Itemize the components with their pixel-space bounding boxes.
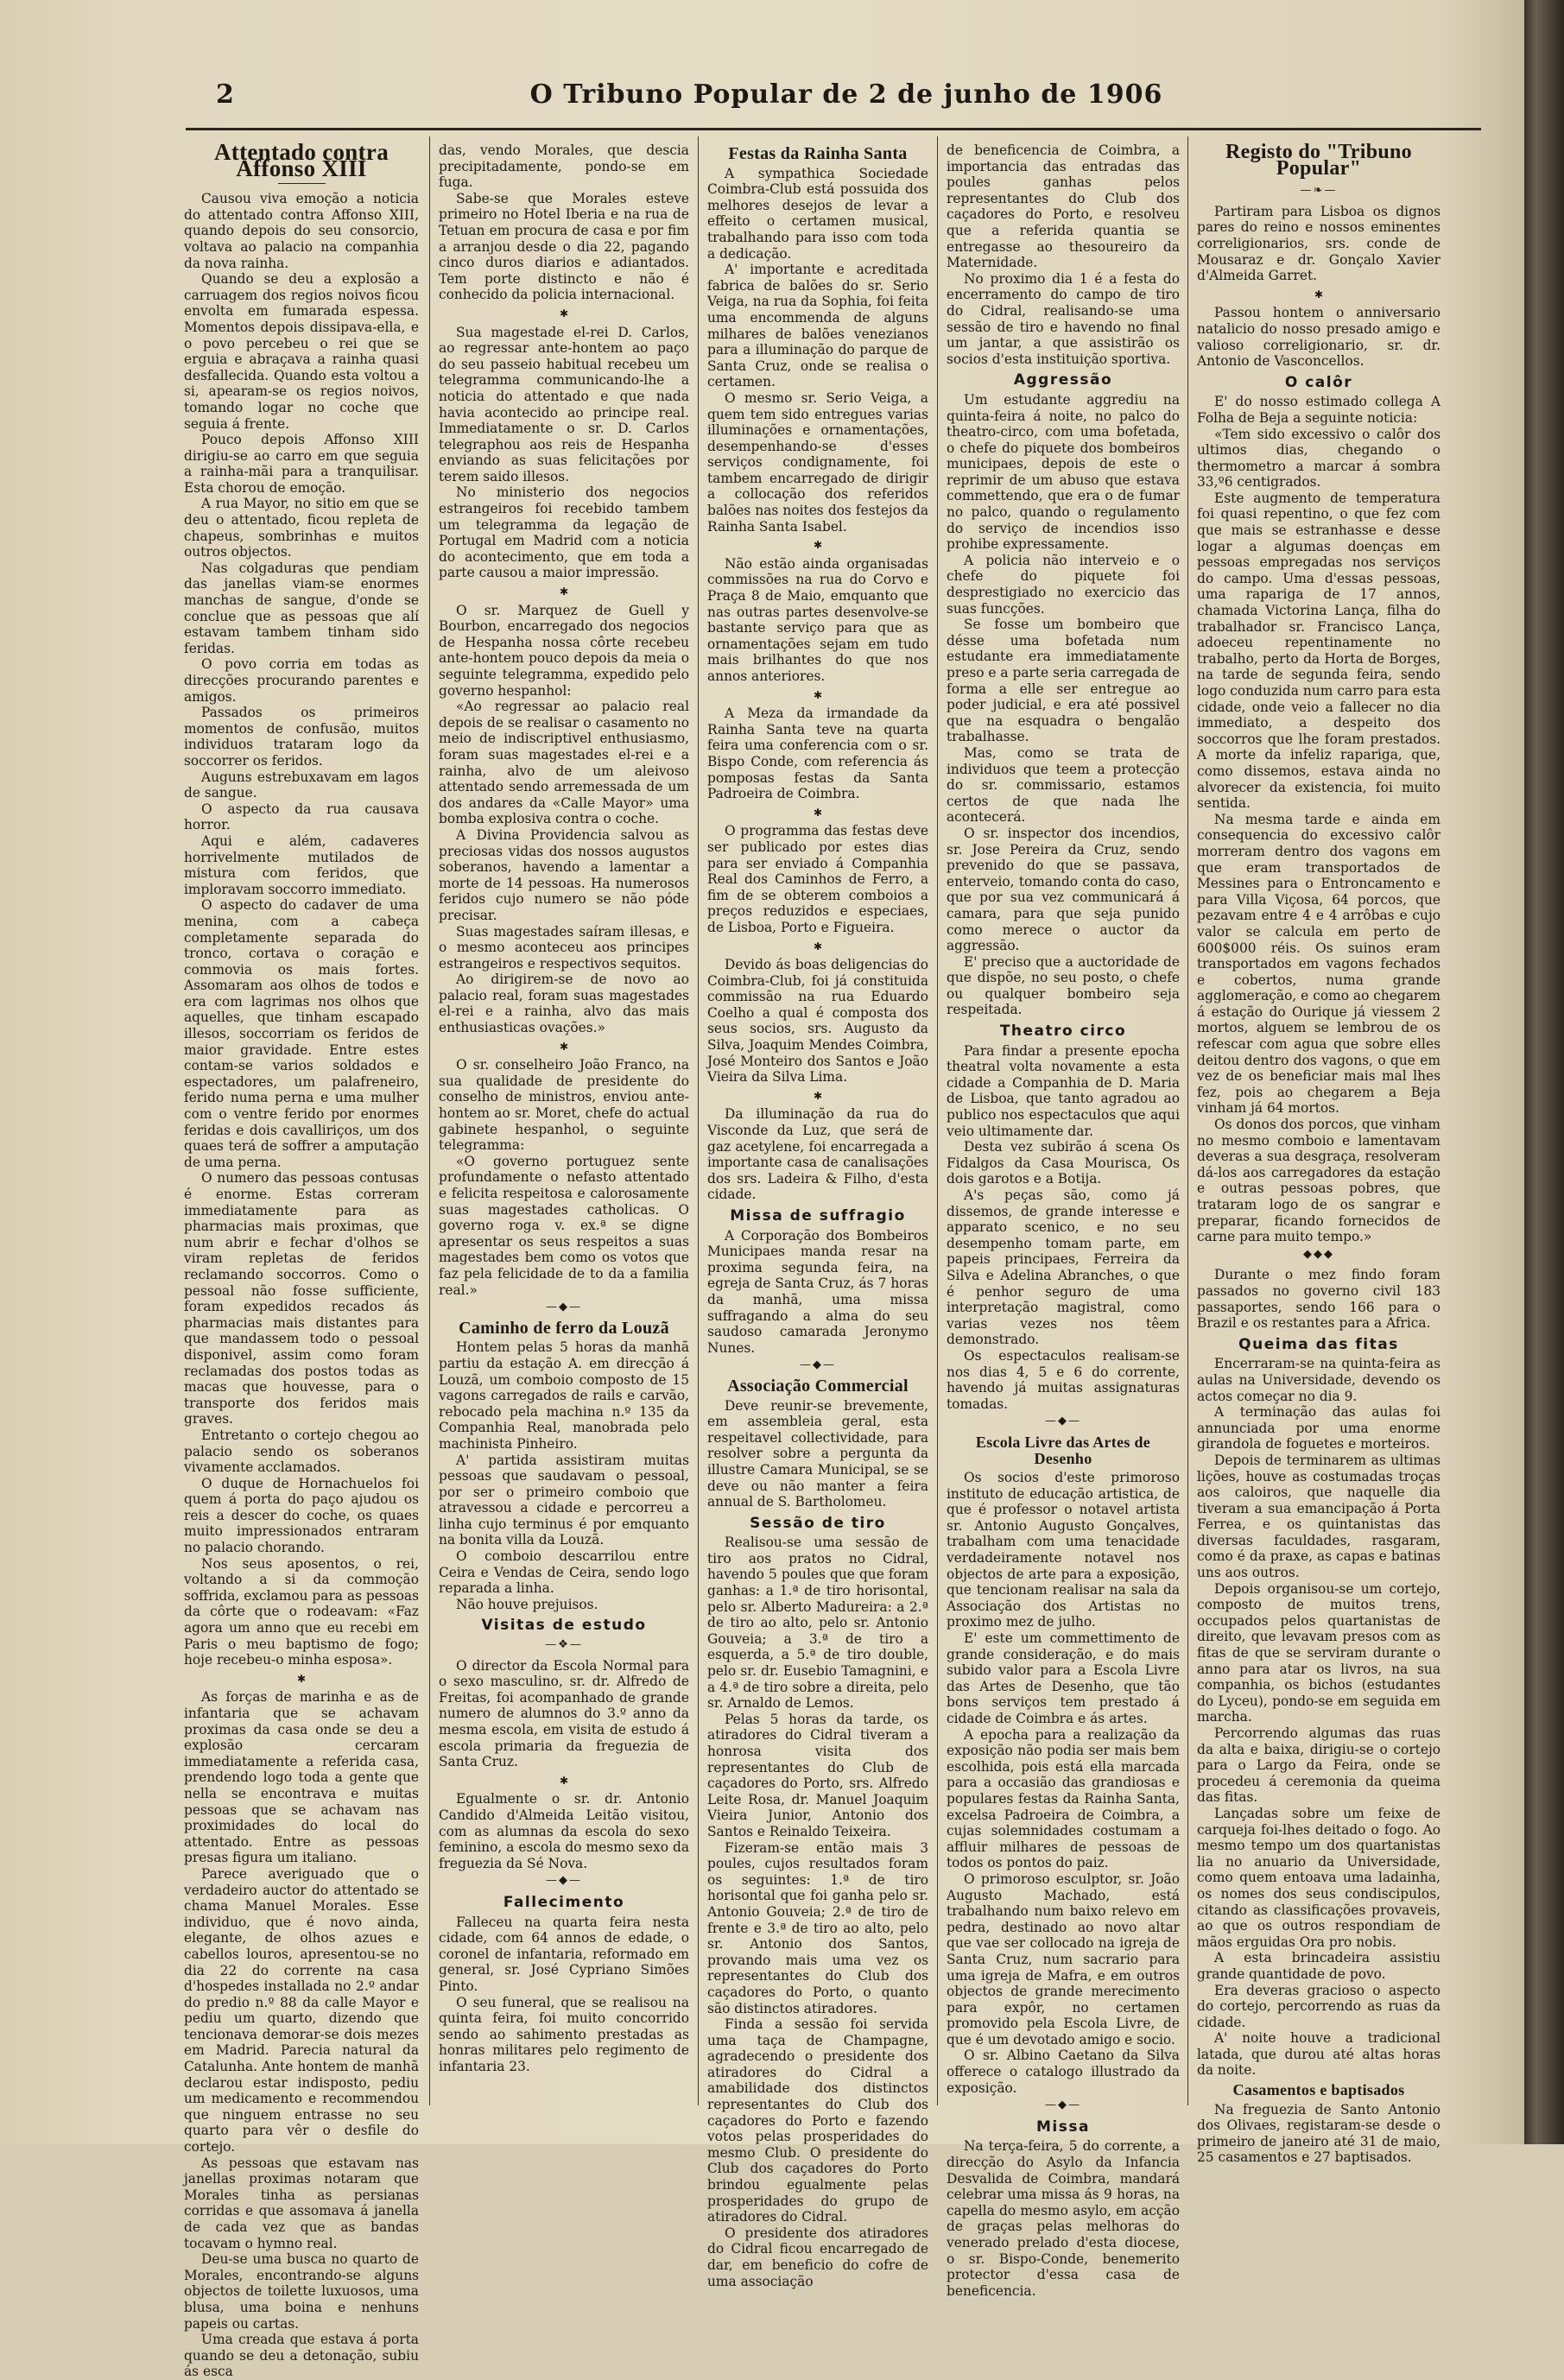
paragraph: Suas magestades saíram illesas, e o mesmo aconteceu aos principes estrangeiros e respectivos sequitos. bbox=[439, 923, 689, 972]
paragraph: A esta brincadeira assistiu grande quantidade de povo. bbox=[1197, 1950, 1441, 1982]
paragraph: A Divina Providencia salvou as preciosas vidas dos nossos augustos soberanos, havendo a lamentar a morte de 14 pessoas. Ha numerosos feridos cujo numero se não póde precisar. bbox=[439, 826, 689, 923]
paragraph: E' preciso que a auctoridade de que dispõe, no seu posto, o chefe ou qualquer bombeiro seja respeitada. bbox=[947, 953, 1180, 1018]
paragraph: Durante o mez findo foram passados no governo civil 183 passaportes, sendo 166 para o Brazil e os restantes para a Africa. bbox=[1197, 1267, 1441, 1332]
paragraph: Passados os primeiros momentos de confusão, muitos individuos trataram logo da soccorrer os feridos. bbox=[184, 705, 419, 769]
paragraph: A' partida assistiram muitas pessoas que saudavam o pessoal, por ser o primeiro comboio que atravessou a cidade e percorreu a linha cujo terminus é por emquanto na bonita villa da Louzã. bbox=[439, 1452, 689, 1548]
separator-star: ✱ bbox=[296, 1672, 307, 1685]
paragraph: Nas colgaduras que pendiam das janellas viam-se enormes manchas de sangue, d'onde se conclue que as pessoas que alí estavam tambem tinham sido feridas. bbox=[184, 560, 419, 656]
header-rule bbox=[186, 128, 1481, 130]
ornament-rule: —◆— bbox=[546, 1301, 582, 1314]
paragraph: O sr. Albino Caetano da Silva offerece o catalogo illustrado da exposição. bbox=[947, 2048, 1180, 2096]
paragraph: Da illuminação da rua do Visconde da Luz, que será de gaz acetylene, foi encarregada a importante casa de canalisações dos srs. Ladeira & Filho, d'esta cidade. bbox=[707, 1106, 928, 1203]
paragraph: A policia não interveio e o chefe do piquete foi desprestigiado no exercicio das suas funcções. bbox=[947, 552, 1180, 617]
paragraph: Os socios d'este primoroso instituto de educação artistica, de que é professor o notavel artista sr. Antonio Augusto Gonçalves, trabalham com uma tenacidade verdadeiramente notavel nos objectos de arte para a exposição, que tencionam realisar na sala da Associação dos Artistas no proximo mez de julho. bbox=[947, 1470, 1180, 1630]
paragraph: Encerraram-se na quinta-feira as aulas na Universidade, devendo os actos começar no dia 9. bbox=[1197, 1356, 1441, 1404]
paragraph: Para findar a presente epocha theatral volta novamente a esta cidade a Companhia de D. Maria de Lisboa, que tanto agradou ao publico nos espectaculos que aqui veio ultimamente dar. bbox=[947, 1042, 1180, 1139]
section-heading: Theatro circo bbox=[999, 1022, 1127, 1041]
page-binding-edge bbox=[1524, 0, 1564, 2144]
paragraph: O comboio descarrilou entre Ceira e Vendas de Ceira, sendo logo reparada a linha. bbox=[439, 1548, 689, 1597]
paragraph: Se fosse um bombeiro que désse uma bofetada num estudante era immediatamente preso e a parte seria carregada de forma a elle ser entregue ao poder judicial, e era até possivel que na esquadra o bengalão trabalhasse. bbox=[947, 617, 1180, 745]
paragraph: Ao dirigirem-se de novo ao palacio real, foram suas magestades el-rei e a rainha, alvo das mais enthusiasticas ovações.» bbox=[439, 972, 689, 1036]
paragraph: O primoroso esculptor, sr. João Augusto Machado, está trabalhando num baixo relevo em pedra, destinado ao novo altar que vae ser collocado na igreja de Santa Cruz, num sacrario para uma igreja de Mafra, e em outros objectos de grande merecimento para expôr, no certamen promovido pela Escola Livre, de que é um devotado amigo e socio. bbox=[947, 1870, 1180, 2048]
separator-star: ✱ bbox=[813, 539, 823, 552]
paragraph: Depois de terminarem as ultimas lições, houve as costumadas troças aos caloiros, que naquelle dia tiveram a sua emancipação á Porta Ferrea, e os quintanistas das diversas faculdades, rasgaram, como é da praxe, as capas e batinas uns aos outros. bbox=[1197, 1452, 1441, 1581]
paragraph: Fizeram-se então mais 3 poules, cujos resultados foram os seguintes: 1.ª de tiro horisontal que foi ganha pelo sr. Antonio Gouveia; 2.ª de tiro de frente e 3.ª de tiro ao alto, pelo sr. Antonio dos Santos, provando mais uma vez os representantes do Club dos caçadores do Porto, o quanto são distinctos atiradores. bbox=[707, 1839, 928, 2016]
article-title: Attentado contra Affonso XIII bbox=[213, 139, 389, 181]
paragraph: Nos seus aposentos, o rei, voltando a si da commoção soffrida, exclamou para as pessoas da côrte que o rodeavam: «Faz agora um anno que eu recebi em Paris o meu baptismo de fogo; hoje recebeu-o minha esposa». bbox=[184, 1555, 419, 1668]
paragraph: Os espectaculos realisam-se nos dias 4, 5 e 6 do corrente, havendo já muitas assignaturas tomadas. bbox=[947, 1347, 1180, 1412]
section-heading: Associação Commercial bbox=[727, 1376, 909, 1396]
section-heading: Fallecimento bbox=[503, 1893, 625, 1911]
paragraph: O aspecto da rua causava horror. bbox=[184, 801, 419, 833]
paragraph: A's peças são, como já dissemos, de grande interesse e apparato scenico, e no seu desempenho tomam parte, em papeis principaes, Ferreira da Silva e Adelina Abranches, o que é penhor seguro de uma interpretação magistral, como varias vezes nos têem demonstrado. bbox=[947, 1187, 1180, 1348]
separator-star: ✱ bbox=[559, 307, 569, 320]
paragraph: O aspecto do cadaver de uma menina, com a cabeça completamente separada do tronco, cortava o coração e commovia os mais fortes. Assomaram aos olhos de todos e era com lagrimas nos olhos que aquelles, que tinham escapado illesos, soccorriam os feridos de maior gravidade. Entre estes contam-se varios soldados e espectadores, um palafreneiro, ferido numa perna e uma mulher com o ventre ferido por enormes feridas e dois cavalliriços, um dos quaes terá de soffrer a amputação de uma perna. bbox=[184, 897, 419, 1170]
paragraph: das, vendo Morales, que descia precipitadamente, pondo-se em fuga. bbox=[439, 142, 689, 191]
paragraph: A terminação das aulas foi annunciada por uma enorme girandola de foguetes e morteiros. bbox=[1197, 1404, 1441, 1453]
title-rule bbox=[278, 183, 326, 184]
ornament-rule: —❧— bbox=[1300, 184, 1338, 198]
paragraph: Finda a sessão foi servida uma taça de Champagne, agradecendo o presidente dos atiradores do Cidral a amabilidade dos distinctos representantes do Club dos caçadores do Porto e fazendo votos pelas prosperidades do mesmo Club. O presidente do Club dos caçadores do Porto brindou egualmente pelas prosperidades do grupo de atiradores do Cidral. bbox=[707, 2016, 928, 2225]
section-heading: Escola Livre das Artes de Desenho bbox=[975, 1433, 1151, 1467]
paragraph: de beneficencia de Coimbra, a importancia das entradas das poules ganhas pelos representantes do Club dos caçadores do Porto, e resolveu que a referida quantia se entregasse ao thesoureiro da Maternidade. bbox=[947, 142, 1180, 271]
paragraph: Pelas 5 horas da tarde, os atiradores do Cidral tiveram a honrosa visita dos representantes do Club de caçadores do Porto, srs. Alfredo Leite Rosa, dr. Manuel Joaquim Vieira Junior, Antonio dos Santos e Reinaldo Teixeira. bbox=[707, 1711, 928, 1839]
separator-star: ✱ bbox=[559, 1040, 569, 1053]
paragraph: O programma das festas deve ser publicado por estes dias para ser enviado á Companhia Real dos Caminhos de Ferro, a fim de se obterem comboios a preços reduzidos e especiaes, de Lisboa, Porto e Figueira. bbox=[707, 823, 928, 935]
separator-star: ✱ bbox=[813, 940, 823, 953]
section-heading: Visitas de estudo bbox=[481, 1617, 647, 1635]
paragraph: O mesmo sr. Serio Veiga, a quem tem sido entregues varias illuminações e ornamentações, desempenhando-se d'esses serviços condignamente, foi tambem encarregado de dirigir a collocação dos referidos balões nas noites dos festejos da Rainha Santa Isabel. bbox=[707, 389, 928, 535]
paragraph: O sr. conselheiro João Franco, na sua qualidade de presidente do conselho de ministros, enviou ante-hontem ao sr. Moret, chefe do actual gabinete hespanhol, o seguinte telegramma: bbox=[439, 1057, 689, 1154]
paragraph: O director da Escola Normal para o sexo masculino, sr. dr. Alfredo de Freitas, foi acompanhado de grande numero de alumnos do 3.º anno da mesma escola, em visita de estudo á escola primaria da freguezia de Santa Cruz. bbox=[439, 1657, 689, 1770]
ornament-rule: —◆— bbox=[800, 1358, 836, 1372]
column-4 bbox=[947, 142, 1180, 2299]
paragraph: Este augmento de temperatura foi quasi repentino, o que fez com que mais se estranhasse e desse logar a algumas doenças em pessoas empregadas nos serviços do campo. Uma d'essas pessoas, uma rapariga de 17 annos, chamada Victorina Lança, filha do trabalhador sr. Francisco Lança, adoeceu repentinamente no trabalho, perto da Horta de Borges, na tarde de segunda feira, sendo logo conduzida num carro para esta cidade, onde veio a fallecer no dia immediato, a despeito dos soccorros que lhe foram prestados. A morte da infeliz rapariga, que, como dissemos, estava ainda no alvorecer da existencia, foi muito sentida. bbox=[1197, 490, 1441, 812]
paragraph: Deve reunir-se brevemente, em assembleia geral, esta respeitavel collectividade, para resolver sobre a pergunta da illustre Camara Municipal, se se deve ou não manter a feira annual de S. Bartholomeu. bbox=[707, 1397, 928, 1510]
page-header bbox=[216, 79, 1477, 123]
paragraph: A sympathica Sociedade Coimbra-Club está possuida dos melhores desejos de levar a effeito o certamen musical, trabalhando para isso com toda a dedicação. bbox=[707, 165, 928, 262]
column-divider bbox=[1187, 136, 1188, 2105]
paragraph: Na terça-feira, 5 do corrente, a direcção do Asylo da Infancia Desvalida de Coimbra, mandará celebrar uma missa ás 9 horas, na capella do mesmo asylo, em acção de graças pelas melhoras do venerado prelado d'esta diocese, o sr. Bispo-Conde, benemerito protector d'essa casa de beneficencia. bbox=[947, 2138, 1180, 2299]
paragraph: O sr. Marquez de Guell y Bourbon, encarregado dos negocios de Hespanha nossa côrte recebeu ante-hontem pouco depois da meia o seguinte telegramma, expedido pelo governo hespanhol: bbox=[439, 602, 689, 699]
register-title: Registo do "Tribuno Popular" bbox=[1225, 141, 1412, 180]
paragraph: Desta vez subirão á scena Os Fidalgos da Casa Mourisca, Os dois garotos e a Botija. bbox=[947, 1139, 1180, 1187]
column-1 bbox=[184, 139, 419, 2380]
paragraph: Aqui e além, cadaveres horrivelmente mutilados de mistura com feridos, que imploravam soccorro immediato. bbox=[184, 832, 419, 897]
paragraph: A' noite houve a tradicional latada, que durou até altas horas da noite. bbox=[1197, 2030, 1441, 2079]
paragraph: Quando se deu a explosão a carruagem dos regios noivos ficou envolta em fumarada espessa. Momentos depois dissipava-ella, e o povo percebeu o rei que se erguia e abraçava a rainha quasi desfallecida. Quando esta voltou a si, apearam-se os regios noivos, tomando logar no coche que seguia á frente. bbox=[184, 271, 419, 432]
ornament-rule: ◆◆◆ bbox=[1303, 1247, 1334, 1261]
section-heading: Festas da Rainha Santa bbox=[728, 144, 908, 163]
paragraph: E' este um commettimento de grande consideração, e do mais subido valor para a Escola Livre das Artes de Desenho, que tão bons serviços tem prestado á cidade de Coimbra e ás artes. bbox=[947, 1630, 1180, 1726]
paragraph: Falleceu na quarta feira nesta cidade, com 64 annos de edade, o coronel de infantaria, reformado em general, sr. José Cypriano Simões Pinto. bbox=[439, 1914, 689, 1994]
section-heading: O calôr bbox=[1284, 373, 1353, 391]
paragraph: Um estudante aggrediu na quinta-feira á noite, no palco do theatro-circo, com uma bofetada, o chefe do piquete dos bombeiros municipaes, depois de este o reprimir de um abuso que estava commettendo, que era o de fumar no palco, quando o regulamento do serviço de incendios isso prohibe expressamente. bbox=[947, 391, 1180, 553]
paragraph: Causou viva emoção a noticia do attentado contra Affonso XIII, quando depois do seu consorcio, voltava ao palacio na companhia da nova rainha. bbox=[184, 191, 419, 271]
paragraph: As pessoas que estavam nas janellas proximas notaram que Morales tinha as persianas corridas e que assomava á janella de cada vez que as bandas tocavam o hymno real. bbox=[184, 2155, 419, 2251]
paragraph: As forças de marinha e as de infantaria que se achavam proximas da casa onde se deu a explosão cercaram immediatamente a referida casa, prendendo logo toda a gente que nella se encontrava e muitas pessoas que se achavam nas proximidades do local do attentado. Entre as pessoas presas figura um italiano. bbox=[184, 1689, 419, 1866]
ornament-rule: —◆— bbox=[546, 1874, 582, 1888]
paragraph: A rua Mayor, no sitio em que se deu o attentado, ficou repleta de chapeus, sombrinhas e muitos outros objectos. bbox=[184, 496, 419, 560]
section-heading: Casamentos e baptisados bbox=[1232, 2081, 1405, 2099]
paragraph: Depois organisou-se um cortejo, composto de muitos trens, occupados pelos quartanistas de direito, que levavam presos com as fitas de que se serviram durante o anno para atar os livros, na sua companhia, os bichos (estudantes do Lyceu), pondo-se em seguida em marcha. bbox=[1197, 1580, 1441, 1725]
separator-star: ✱ bbox=[559, 586, 569, 598]
column-divider bbox=[429, 136, 430, 2105]
paragraph: O povo corria em todas as direcções procurando parentes e amigos. bbox=[184, 656, 419, 705]
ornament-rule: —◆— bbox=[1045, 1415, 1081, 1428]
paragraph: Lançadas sobre um feixe de carqueja foi-lhes deitado o fogo. Ao mesmo tempo um dos quartanistas lia no anuario da Universidade, como quem entoava uma ladainha, os nomes dos seus condiscipulos, citando as classificações provaveis, ao que os outros respondiam de mãos erguidas Ora pro nobis. bbox=[1197, 1805, 1441, 1950]
paragraph: Devido ás boas deligencias do Coimbra-Club, foi já constituida commissão na rua Eduardo Coelho a qual é composta dos seus socios, srs. Augusto da Silva, Joaquim Mendes Coimbra, José Monteiro dos Santos e João Vieira da Silva Lima. bbox=[707, 957, 928, 1086]
masthead: O Tribuno Popular de 2 de junho de 1906 bbox=[529, 79, 1163, 110]
paragraph: A epocha para a realização da exposição não podia ser mais bem escolhida, pois está ella marcada para a occasião das grandiosas e populares festas da Rainha Santa, excelsa Padroeira de Coimbra, a cujas solemnidades costumam a affluir milhares de pessoas de todos os pontos do paiz. bbox=[947, 1726, 1180, 1871]
section-heading: Missa de suffragio bbox=[730, 1207, 906, 1225]
paragraph: Deu-se uma busca no quarto de Morales, encontrando-se alguns objectos de toilette luxuosos, uma blusa, uma boina e nenhuns papeis ou cartas. bbox=[184, 2251, 419, 2332]
paragraph: Sua magestade el-rei D. Carlos, ao regressar ante-hontem ao paço do seu passeio habitual recebeu um telegramma communicando-lhe a noticia do attentado e que nada havia acontecido ao principe real. Immediatamente o sr. D. Carlos telegraphou aos reis de Hespanha enviando as suas felicitações por terem saido illesos. bbox=[439, 324, 689, 484]
paragraph: Não houve prejuisos. bbox=[456, 1596, 598, 1612]
paragraph: Na mesma tarde e ainda em consequencia do excessivo calôr morreram dentro dos vagons em que eram transportados de Messines para o Entroncamento e para Villa Viçosa, 64 porcos, que pezavam entre 4 e 4 arrôbas e cujo valor se calcula em perto de 600$000 réis. Os suinos eram transportados em vagons fechados e cobertos, numa grande agglomeração, e como ao chegarem á estação do Ourique já viessem 2 mortos, alguem se lembrou de os refescar com agua que sobre elles deitou dentro dos vagons, o que em vez de os beneficiar mais mal lhes fez, pois ao chegarem a Beja vinham já 64 mortos. bbox=[1197, 811, 1441, 1117]
paragraph: Era deveras gracioso o aspecto do cortejo, percorrendo as ruas da cidade. bbox=[1197, 1982, 1441, 2030]
column-divider bbox=[698, 136, 699, 2105]
paragraph: O presidente dos atiradores do Cidral ficou encarregado de dar, em beneficio do cofre de uma associação bbox=[707, 2225, 928, 2289]
page-number: 2 bbox=[216, 79, 234, 110]
section-heading: Missa bbox=[1036, 2117, 1090, 2136]
paragraph: Hontem pelas 5 horas da manhã partiu da estação A. em direcção á Louzã, um comboio composto de 15 vagons carregados de rails e carvão, rebocado pela machina n.º 135 da Companhia Real, manobrada pelo machinista Pinheiro. bbox=[439, 1339, 689, 1452]
ornament-rule: —❖— bbox=[545, 1638, 583, 1652]
paragraph: O duque de Hornachuelos foi quem á porta do paço ajudou os reis a descer do coche, os quaes muito impressionados entraram no palacio chorando. bbox=[184, 1475, 419, 1556]
ornament-rule: —◆— bbox=[1045, 2098, 1081, 2112]
separator-star: ✱ bbox=[1314, 288, 1324, 301]
section-heading: Sessão de tiro bbox=[750, 1514, 886, 1532]
separator-star: ✱ bbox=[813, 688, 823, 701]
paragraph: Sabe-se que Morales esteve primeiro no Hotel Iberia e na rua de Tetuan em procura de casa e por fim a arranjou desde o dia 22, pagando cinco duros diarios e adiantados. Tem porte distincto e não é conhecido da policia internacional. bbox=[439, 190, 689, 303]
paragraph: Na freguezia de Santo Antonio dos Olivaes, registaram-se desde o primeiro de janeiro até 31 de maio, 25 casamentos e 27 baptisados. bbox=[1197, 2101, 1441, 2166]
column-2 bbox=[439, 142, 689, 2094]
column-divider bbox=[937, 136, 938, 2105]
separator-star: ✱ bbox=[559, 1774, 569, 1787]
paragraph: A' importante e acreditada fabrica de balões do sr. Serio Veiga, na rua da Sophia, foi feita uma encommenda de alguns milhares de balões venezianos para a illuminação do parque de Santa Cruz, onde se realisa o certamen. bbox=[707, 262, 928, 390]
paragraph: E' do nosso estimado collega A Folha de Beja a seguinte noticia: bbox=[1197, 394, 1441, 426]
paragraph: Pouco depois Affonso XIII dirigiu-se ao carro em que seguia a rainha-mãi para a tranquilisar. Esta chorou de emoção. bbox=[184, 432, 419, 496]
section-heading: Caminho de ferro da Louzã bbox=[459, 1318, 669, 1338]
paragraph: «O governo portuguez sente profundamente o nefasto attentado e felicita respeitosa e calorosamente suas magestades catholicas. O governo roga v. ex.ª se digne apresentar os seus respeitos a suas magestades bem como os votos que faz pela felicidade de to da a familia real.» bbox=[439, 1153, 689, 1298]
paragraph: Uma creada que estava á porta quando se deu a detonação, subiu ás esca bbox=[184, 2332, 419, 2380]
paragraph: Entretanto o cortejo chegou ao palacio sendo os soberanos vivamente acclamados. bbox=[184, 1427, 419, 1476]
paragraph: Passou hontem o anniversario natalicio do nosso presado amigo e valioso correligionario, sr. dr. Antonio de Vasconcellos. bbox=[1197, 305, 1441, 370]
paragraph: O seu funeral, que se realisou na quinta feira, foi muito concorrido sendo ao sahimento prestadas as honras militares pelo regimento de infantaria 23. bbox=[439, 1994, 689, 2074]
paragraph: Realisou-se uma sessão de tiro aos pratos no Cidral, havendo 5 poules que que foram ganhas: a 1.ª de tiro horisontal, pelo sr. Alberto Madureira: a 2.ª de tiro ao alto, pelo sr. Antonio Gouveia; a 3.ª de tiro a esquerda, a 5.ª de tiro double, pelo sr. dr. Eusebio Tamagnini, e a 4.ª de tiro sobre a direita, pelo sr. Arnaldo de Lemos. bbox=[707, 1535, 928, 1712]
paragraph: A Corporação dos Bombeiros Municipaes manda resar na proxima segunda feira, na egreja de Santa Cruz, ás 7 horas da manhã, uma missa suffragando a alma do seu saudoso camarada Jeronymo Nunes. bbox=[707, 1227, 928, 1356]
section-heading: Queima das fitas bbox=[1238, 1335, 1399, 1353]
paragraph: No proximo dia 1 é a festa do encerramento do campo de tiro do Cidral, realisando-se uma sessão de tiro e havendo no final um jantar, a que assistirão os socios d'esta instituição sportiva. bbox=[947, 270, 1180, 367]
section-heading: Aggressão bbox=[1013, 371, 1113, 389]
paragraph: A Meza da irmandade da Rainha Santa teve na quarta feira uma conferencia com o sr. Bispo Conde, com referencia ás pomposas festas da Santa Padroeira de Coimbra. bbox=[707, 706, 928, 802]
paragraph: Egualmente o sr. dr. Antonio Candido d'Almeida Leitão visitou, com as alumnas da escola do sexo feminino, a escola do mesmo sexo da freguezia da Sé Nova. bbox=[439, 1791, 689, 1871]
paragraph: Parece averiguado que o verdadeiro auctor do attentado se chama Manuel Morales. Esse individuo, que é novo ainda, elegante, de olhos azues e cabellos louros, apresentou-se no dia 22 do corrente na casa d'hospedes installada no 2.º andar do predio n.º 88 da calle Mayor e pediu um quarto, dizendo que tencionava demorar-se dois mezes em Madrid. Parecia natural da Catalunha. Ante hontem de manhã declarou estar indisposto, pediu um medicamento e recommendou que ninguem entrasse no seu quarto para vêr o desfile do cortejo. bbox=[184, 1865, 419, 2155]
paragraph: Os donos dos porcos, que vinham no mesmo comboio e lamentavam deveras a sua desgraça, resolveram dá-los aos carregadores da estação e outras pessoas pobres, que trataram logo de os sangrar e preparar, ficando fornecidos de carne para muito tempo.» bbox=[1197, 1117, 1441, 1245]
separator-star: ✱ bbox=[813, 1089, 823, 1102]
column-3 bbox=[707, 142, 928, 2289]
paragraph: O sr. inspector dos incendios, sr. Jose Pereira da Cruz, sendo prevenido do que se passava, enterveio, tomando conta do caso, que por sua vez communicará á camara, para que seja punido como merece o auctor da aggressão. bbox=[947, 825, 1180, 954]
paragraph: O numero das pessoas contusas é enorme. Estas correram immediatamente para as pharmacias mais proximas, que num abrir e fechar d'olhos se viram repletas de feridos reclamando soccorros. Como o pessoal não fosse sufficiente, foram expedidos recados ás pharmacias mais distantes para que mandassem todo o pessoal disponivel, assim como foram reclamadas dos postos todas as macas que houvesse, para o transporte dos feridos mais graves. bbox=[184, 1170, 419, 1427]
paragraph: Auguns estrebuxavam em lagos de sangue. bbox=[184, 769, 419, 801]
paragraph: Partiram para Lisboa os dignos pares do reino e nossos eminentes correligionarios, srs. conde de Mousaraz e dr. Gonçalo Xavier d'Almeida Garret. bbox=[1197, 203, 1441, 284]
paragraph: «Tem sido excessivo o calôr dos ultimos dias, chegando o thermometro a marcar á sombra 33,º6 centigrados. bbox=[1197, 426, 1441, 491]
paragraph: Não estão ainda organisadas commissões na rua do Corvo e Praça 8 de Maio, emquanto que nas outras partes desenvolve-se bastante serviço para que as ornamentações sejam em tudo mais brilhantes do que nos annos anteriores. bbox=[707, 555, 928, 684]
separator-star: ✱ bbox=[813, 806, 823, 819]
paragraph: Mas, como se trata de individuos que teem a protecção do sr. commissario, estamos certos de que nada lhe acontecerá. bbox=[947, 744, 1180, 826]
paragraph: No ministerio dos negocios estrangeiros foi recebido tambem um telegramma da legação de Portugal em Madrid com a noticia do acontecimento, que em toda a parte causou a maior impressão. bbox=[439, 484, 689, 581]
paragraph: Percorrendo algumas das ruas da alta e baixa, dirigiu-se o cortejo para o Largo da Feira, onde se procedeu á ceremonia da queima das fitas. bbox=[1197, 1725, 1441, 1806]
column-5 bbox=[1197, 141, 1441, 2166]
paragraph: «Ao regressar ao palacio real depois de se realisar o casamento no meio de indiscriptivel enthusiasmo, foram suas magestades el-rei e a rainha, alvo de um aleivoso attentado sendo arremessada de um dos andares da «Calle Mayor» uma bomba explosiva contra o coche. bbox=[439, 699, 689, 827]
